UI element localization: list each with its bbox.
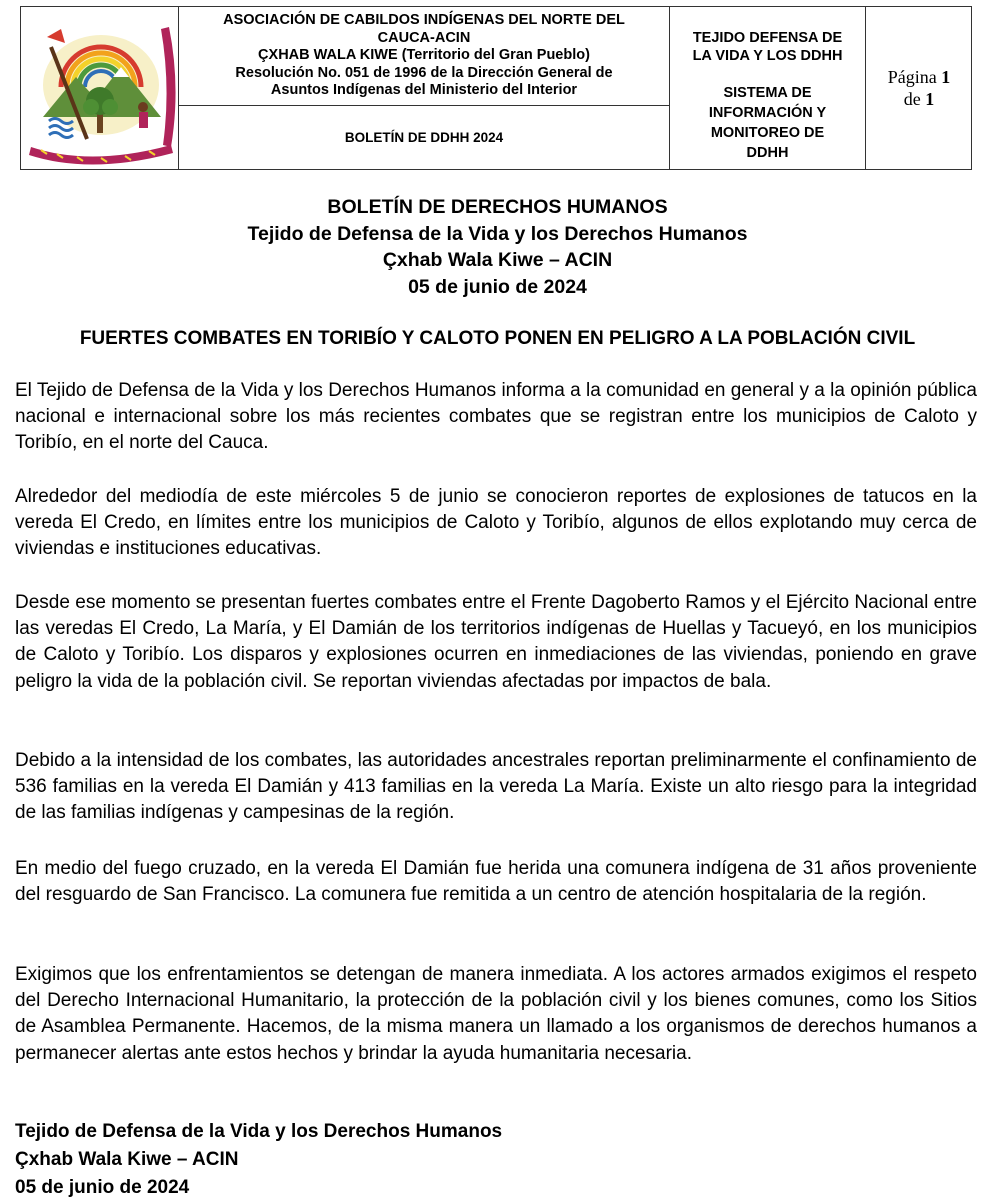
org-line: Resolución No. 051 de 1996 de la Dirección General de xyxy=(235,64,613,81)
page-of: de xyxy=(903,89,921,109)
body-paragraph: Exigimos que los enfrentamientos se detengan de manera inmediata. A los actores armados exigimos el respeto del Derecho Internacional Humanitario, la protección de la población civil y los bienes comunes, como los Sitios de Asamblea Permanente. Hacemos, de la misma manera un llamado a los organismos de derechos humanos a permanecer alertas ante estos hechos y brindar la ayuda humanitaria necesaria. xyxy=(15,964,977,1064)
org-line: Asuntos Indígenas del Ministerio del Interior xyxy=(270,82,578,99)
page-total: 1 xyxy=(925,89,935,109)
title-line: BOLETÍN DE DERECHOS HUMANOS xyxy=(327,196,668,218)
page-word: Página xyxy=(887,67,937,87)
page-current: 1 xyxy=(941,67,951,87)
title-line: Tejido de Defensa de la Vida y los Derechos Humanos xyxy=(247,222,748,245)
system-line: DDHH xyxy=(746,145,789,161)
body-paragraph: El Tejido de Defensa de la Vida y los Derechos Humanos informa a la comunidad en general y a la opinión pública nacional e internacional sobre los más recientes combates que se registran entre los municipios de Caloto y Toribío, en el norte del Cauca. xyxy=(15,380,977,454)
document-title xyxy=(0,194,995,300)
organization-name xyxy=(179,7,669,105)
body-paragraph: En medio del fuego cruzado, en la vereda El Damián fue herida una comunera indígena de 31 años proveniente del resguardo de San Francisco. La comunera fue remitida a un centro de atención hospitalaria de la región. xyxy=(15,858,977,906)
acin-logo xyxy=(21,7,179,169)
signature-block xyxy=(15,1118,715,1200)
signature-line: Tejido de Defensa de la Vida y los Derechos Humanos xyxy=(15,1121,503,1142)
bulletin-label-text: BOLETÍN DE DDHH 2024 xyxy=(344,129,504,145)
signature-line: Çxhab Wala Kiwe – ACIN xyxy=(15,1149,239,1170)
headline: FUERTES COMBATES EN TORIBÍO Y CALOTO PONEN EN PELIGRO A LA POBLACIÓN CIVIL xyxy=(79,328,916,349)
tejido-section xyxy=(670,7,865,169)
title-date: 05 de junio de 2024 xyxy=(408,275,587,298)
tejido-line: TEJIDO DEFENSA DE xyxy=(692,30,843,46)
org-line: ÇXHAB WALA KIWE (Territorio del Gran Pueblo) xyxy=(258,47,590,64)
system-line: MONITOREO DE xyxy=(710,125,825,141)
bulletin-label xyxy=(179,105,669,169)
document-header-table xyxy=(20,6,972,170)
system-line: INFORMACIÓN Y xyxy=(708,105,827,121)
body-paragraph: Alrededor del mediodía de este miércoles 5 de junio se conocieron reportes de explosiones de tatucos en la vereda El Credo, en límites entre los municipios de Caloto y Toribío, algunos de ellos explotando muy cerca de viviendas e instituciones educativas. xyxy=(15,486,977,560)
title-line: Çxhab Wala Kiwe – ACIN xyxy=(382,249,613,271)
tejido-line: LA VIDA Y LOS DDHH xyxy=(692,48,843,64)
org-line: ASOCIACIÓN DE CABILDOS INDÍGENAS DEL NORTE DEL xyxy=(223,12,625,29)
acin-logo-emblem xyxy=(21,7,179,169)
signature-date: 05 de junio de 2024 xyxy=(15,1177,190,1198)
page-number xyxy=(866,7,972,169)
body-paragraph: Desde ese momento se presentan fuertes combates entre el Frente Dagoberto Ramos y el Ejército Nacional entre las veredas El Credo, La María, y El Damián de los territorios indígenas de Huellas y Tacueyó, en los municipios de Caloto y Toribío. Los disparos y explosiones ocurren en inmediaciones de las viviendas, poniendo en grave peligro la vida de la población civil. Se reportan viviendas afectadas por impactos de bala. xyxy=(15,592,977,692)
body-paragraph: Debido a la intensidad de los combates, las autoridades ancestrales reportan preliminarmente el confinamiento de 536 familias en la vereda El Damián y 413 familias en la vereda La María. Existe un alto riesgo para la integridad de las familias indígenas y campesinas de la región. xyxy=(15,750,977,824)
system-line: SISTEMA DE xyxy=(723,85,812,101)
org-line: CAUCA-ACIN xyxy=(377,29,471,46)
